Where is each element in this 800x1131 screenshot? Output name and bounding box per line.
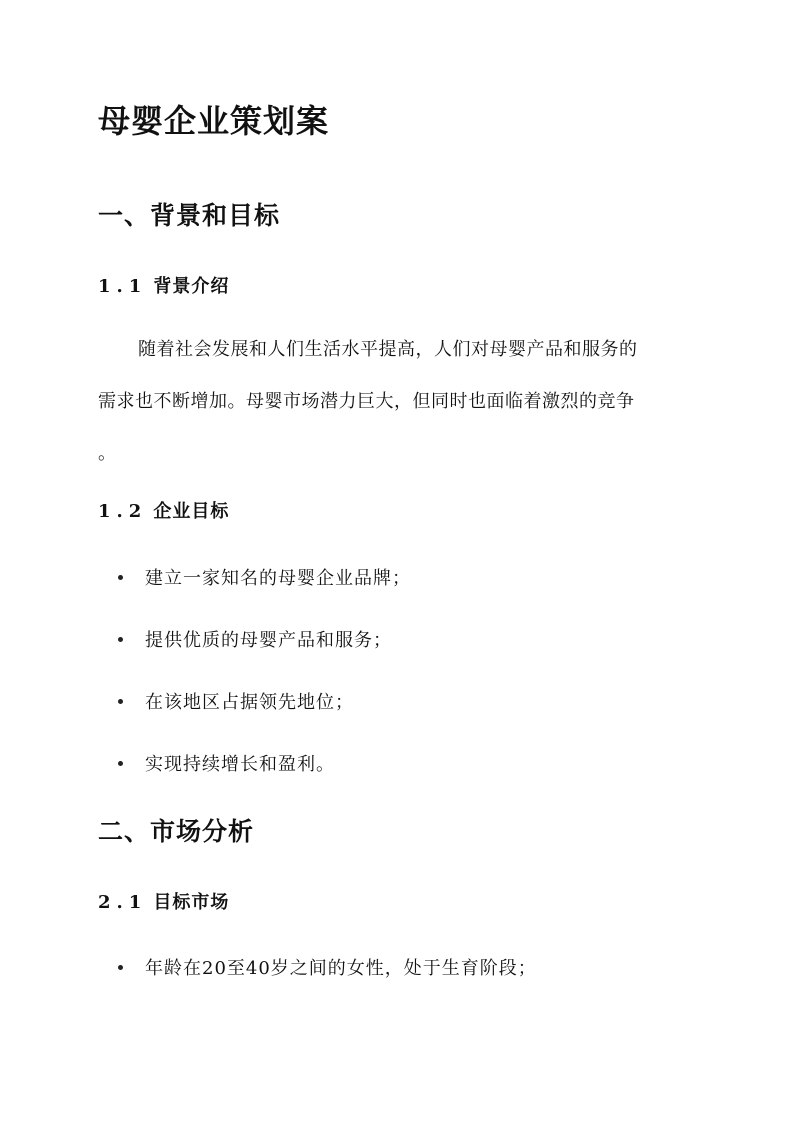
list-item-text: 建立一家知名的母婴企业品牌； <box>145 568 411 589</box>
subsection-heading-2-1 <box>98 888 229 914</box>
list-item-text: 在该地区占据领先地位； <box>145 692 354 713</box>
paragraph-line: 随着社会发展和人们生活水平提高，人们对母婴产品和服务的 <box>138 339 638 360</box>
bullet-icon <box>118 761 123 766</box>
subsection-number: 1.1 <box>98 276 148 297</box>
bullet-icon <box>118 575 123 580</box>
list-item <box>118 954 537 980</box>
paragraph-line: 需求也不断增加。母婴市场潜力巨大，但同时也面临着激烈的竞争 <box>98 391 635 412</box>
subsection-label: 企业目标 <box>153 501 230 522</box>
subsection-number: 2.1 <box>98 892 148 913</box>
subsection-label: 背景介绍 <box>153 276 230 297</box>
bullet-icon <box>118 965 123 970</box>
subsection-label: 目标市场 <box>153 892 230 913</box>
list-item <box>118 750 335 776</box>
list-item <box>118 688 354 714</box>
list-item <box>118 564 411 590</box>
subsection-heading-1-1 <box>98 272 229 298</box>
list-item-text: 提供优质的母婴产品和服务； <box>145 630 392 651</box>
list-item-text: 实现持续增长和盈利。 <box>145 754 335 775</box>
subsection-heading-1-2 <box>98 497 229 523</box>
section-heading-background-goals: 一、背景和目标 <box>98 201 281 230</box>
bullet-icon <box>118 637 123 642</box>
section-heading-market-analysis: 二、市场分析 <box>98 817 255 846</box>
paragraph-line: 。 <box>98 443 117 464</box>
list-item <box>118 626 392 652</box>
background-paragraph <box>98 324 703 480</box>
list-item-text: 年龄在20至40岁之间的女性，处于生育阶段； <box>145 958 537 979</box>
subsection-number: 1.2 <box>98 501 148 522</box>
document-title: 母婴企业策划案 <box>98 102 330 140</box>
bullet-icon <box>118 699 123 704</box>
